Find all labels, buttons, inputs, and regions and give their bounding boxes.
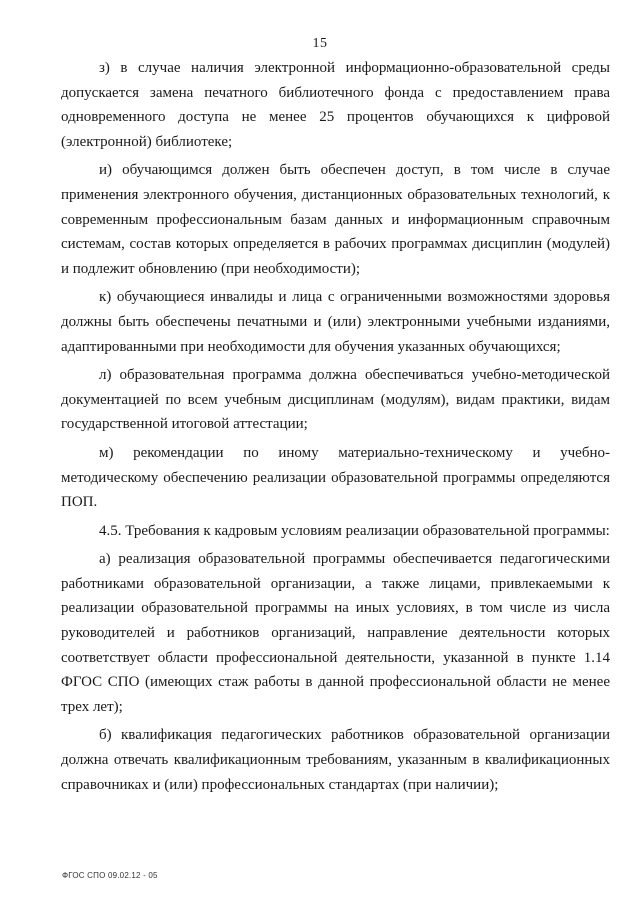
paragraph-m: м) рекомендации по иному материально-техническому и учебно-методическому обеспечению реализации образовательной программы определяются ПОП. xyxy=(61,444,610,511)
paragraph-l: л) образовательная программа должна обеспечиваться учебно-методической документацией по всем учебным дисциплинам (модулям), видам практики, видам государственной итоговой аттестации; xyxy=(61,367,610,433)
paragraph-a: а) реализация образовательной программы обеспечивается педагогическими работниками образовательной организации, а также лицами, привлекаемыми к реализации образовательной программы на иных условиях, в том числе из числа руководителей и работников организаций, направление деятельности которых соответствует области профессиональной деятельности, указанной в пункте 1.14 ФГОС СПО (имеющих стаж работы в данной профессиональной области не менее трех лет); xyxy=(61,551,610,715)
paragraph-k: к) обучающиеся инвалиды и лица с ограниченными возможностями здоровья должны быть обеспечены печатными и (или) электронными учебными изданиями, адаптированными при необходимости для обучения указанных обучающихся; xyxy=(61,289,610,355)
page-number: 15 xyxy=(312,36,328,51)
paragraph-b: б) квалификация педагогических работников образовательной организации должна отвечать квалификационным требованиям, указанным в квалификационных справочниках и (или) профессиональных стандартах (при наличии); xyxy=(61,727,610,793)
document-footer-code: ФГОС СПО 09.02.12 - 05 xyxy=(62,871,158,880)
document-body xyxy=(61,56,610,797)
paragraph-i: и) обучающимся должен быть обеспечен доступ, в том числе в случае применения электронного обучения, дистанционных образовательных технологий, к современным профессиональным базам данных и информационным справочным системам, состав которых определяется в рабочих программах дисциплин (модулей) и подлежит обновлению (при необходимости); xyxy=(61,162,610,277)
paragraph-z: з) в случае наличия электронной информационно-образовательной среды допускается замена печатного библиотечного фонда с предоставлением права одновременного доступа не менее 25 процентов обучающихся к цифровой (электронной) библиотеке; xyxy=(61,60,610,150)
section-heading-4-5: 4.5. Требования к кадровым условиям реализации образовательной программы: xyxy=(99,522,610,539)
